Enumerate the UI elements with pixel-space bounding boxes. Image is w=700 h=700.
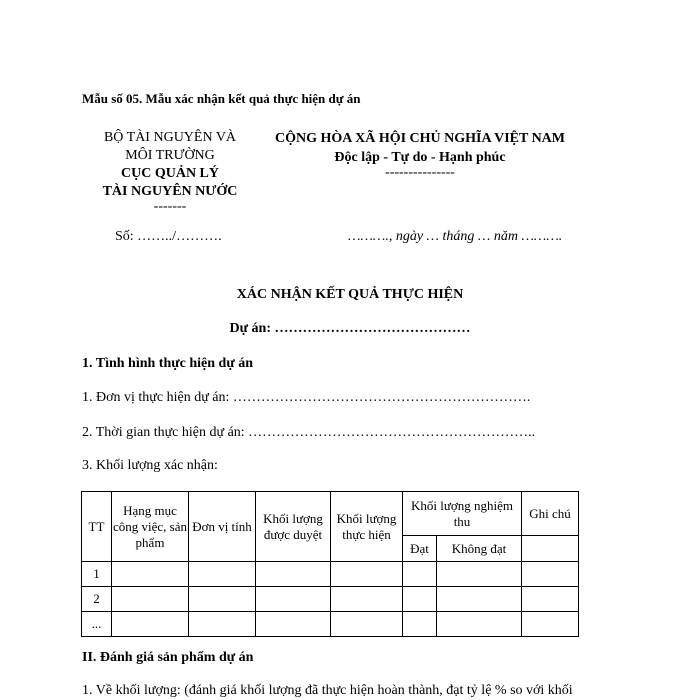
section-2-heading: II. Đánh giá sản phẩm dự án — [82, 650, 254, 665]
agency-ministry-line2: MÔI TRƯỜNG — [125, 148, 215, 163]
national-header — [255, 129, 585, 179]
agency-ministry-line1: BỘ TÀI NGUYÊN VÀ — [103, 130, 237, 145]
section-1-heading: 1. Tình hình thực hiện dự án — [82, 356, 254, 371]
item-implementation-time: 2. Thời gian thực hiện dự án: …………………………………………………….. — [82, 425, 536, 440]
volume-table — [81, 491, 579, 637]
table-row — [82, 587, 579, 612]
project-line: Dự án: …………………………………… — [229, 321, 471, 336]
document-title: XÁC NHẬN KẾT QUẢ THỰC HIỆN — [236, 287, 464, 302]
document-number: Số: ……../………. — [115, 229, 222, 244]
header-tt: TT — [82, 492, 112, 562]
agency-department-line1: CỤC QUẢN LÝ — [121, 166, 219, 181]
agency-rule: ------- — [153, 199, 187, 214]
table-row — [82, 562, 579, 587]
table-row — [82, 612, 579, 637]
header-executed-volume: Khối lượng thực hiện — [331, 492, 403, 562]
header-approved-volume: Khối lượng được duyệt — [256, 492, 331, 562]
place-date: ………., ngày … tháng … năm ………. — [348, 229, 563, 244]
item-confirmed-volume: 3. Khối lượng xác nhận: — [82, 458, 218, 473]
agency-header — [80, 129, 260, 213]
header-passed: Đạt — [403, 536, 437, 562]
header-note-blank — [522, 536, 579, 562]
row-number: ... — [82, 612, 112, 637]
eval-volume-text: 1. Về khối lượng: (đánh giá khối lượng đã thực hiện hoàn thành, đạt tỷ lệ % so với khối — [82, 683, 573, 698]
form-title: Mẫu số 05. Mẫu xác nhận kết quả thực hiện dự án — [82, 91, 361, 106]
header-note: Ghi chú — [522, 492, 579, 536]
national-rule: --------------- — [385, 165, 455, 180]
national-name: CỘNG HÒA XÃ HỘI CHỦ NGHĨA VIỆT NAM — [274, 131, 565, 146]
header-unit: Đơn vị tính — [189, 492, 256, 562]
header-failed: Không đạt — [437, 536, 522, 562]
row-number: 2 — [82, 587, 112, 612]
header-accepted-volume: Khối lượng nghiệm thu — [403, 492, 522, 536]
agency-department-line2: TÀI NGUYÊN NƯỚC — [102, 184, 238, 199]
row-number: 1 — [82, 562, 112, 587]
item-implementing-unit: 1. Đơn vị thực hiện dự án: ………………………………………………………. — [82, 390, 531, 405]
header-work-item: Hạng mục công việc, sản phẩm — [112, 492, 189, 562]
national-motto: Độc lập - Tự do - Hạnh phúc — [334, 150, 506, 165]
